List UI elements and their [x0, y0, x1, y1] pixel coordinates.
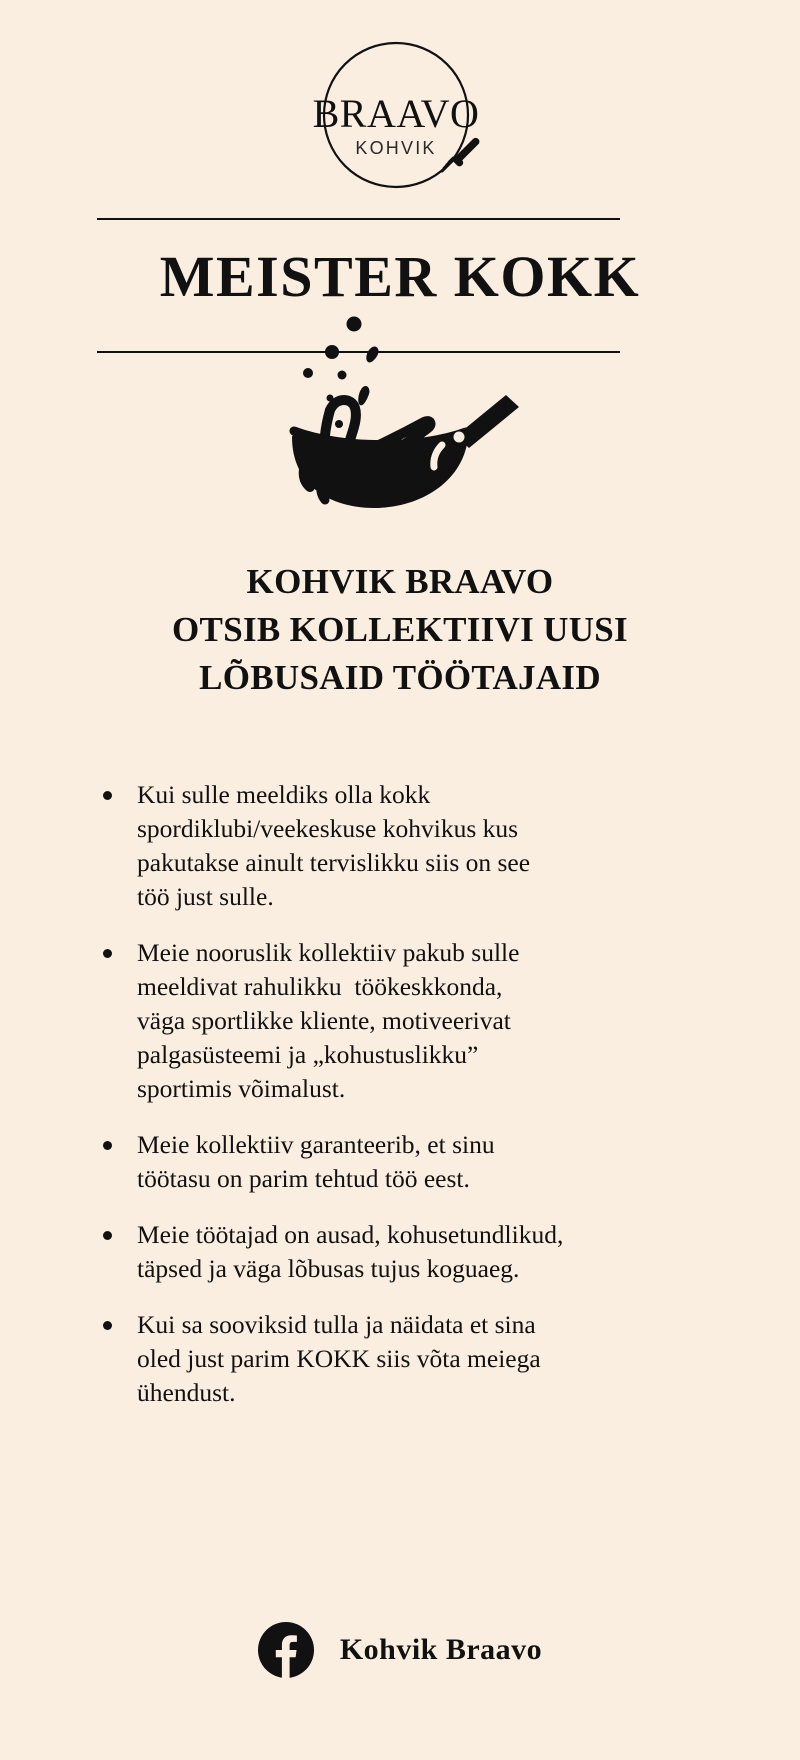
- list-item-text: [137, 1128, 655, 1196]
- list-item-line: spordiklubi/veekeskuse kohvikus kus: [137, 814, 519, 843]
- page-title: MEISTER KOKK: [159, 244, 641, 309]
- list-item-line: sportimis võimalust.: [137, 1074, 346, 1103]
- wok-illustration: [0, 312, 800, 512]
- bullet-dot-icon: [103, 791, 112, 800]
- list-item-line: palgasüsteemi ja „kohustuslikku”: [137, 1040, 479, 1069]
- bullet-dot-icon: [103, 1321, 112, 1330]
- list-item-line: Kui sulle meeldiks olla kokk: [137, 780, 431, 809]
- list-item: [95, 778, 655, 914]
- benefits-list: [95, 778, 655, 1410]
- braavo-circle-logo-icon: [310, 35, 490, 203]
- list-item-line: pakutakse ainult tervislikku siis on see: [137, 848, 531, 877]
- list-item: [95, 1128, 655, 1196]
- list-item-line: meeldivat rahulikku töökeskkonda,: [137, 972, 503, 1001]
- subheading: [40, 558, 760, 702]
- brand-logo: [0, 34, 800, 204]
- fork-icon: [442, 138, 480, 172]
- list-item-line: Meie töötajad on ausad, kohusetundlikud,: [137, 1220, 564, 1249]
- footer-social[interactable]: [0, 1622, 800, 1678]
- list-item-line: Kui sa sooviksid tulla ja näidata et sina: [137, 1310, 536, 1339]
- wok-pan-icon: [270, 312, 530, 512]
- bullet-dot-icon: [103, 949, 112, 958]
- list-item-line: ühendust.: [137, 1378, 236, 1407]
- bullet-dot-icon: [103, 1141, 112, 1150]
- footer-page-name[interactable]: Kohvik Braavo: [339, 1633, 543, 1666]
- list-item-line: Meie nooruslik kollektiiv pakub sulle: [137, 938, 520, 967]
- subheading-line-1: KOHVIK BRAAVO: [246, 562, 554, 601]
- list-item-line: töö just sulle.: [137, 882, 274, 911]
- list-item-text: [137, 1218, 655, 1286]
- list-item: [95, 1218, 655, 1286]
- list-item-line: töötasu on parim tehtud töö eest.: [137, 1164, 470, 1193]
- bullet-dot-icon: [103, 1231, 112, 1240]
- list-item: [95, 936, 655, 1106]
- list-item: [95, 1308, 655, 1410]
- list-item-line: Meie kollektiiv garanteerib, et sinu: [137, 1130, 495, 1159]
- logo-brand-text: BRAAVO: [312, 91, 480, 136]
- list-item-line: oled just parim KOKK siis võta meiega: [137, 1344, 541, 1373]
- logo-sub-text: KOHVIK: [355, 138, 437, 158]
- list-item-line: väga sportlikke kliente, motiveerivat: [137, 1006, 511, 1035]
- divider-top: [97, 218, 620, 220]
- list-item-text: [137, 778, 655, 914]
- list-item-line: täpsed ja väga lõbusas tujus koguaeg.: [137, 1254, 520, 1283]
- facebook-icon[interactable]: [258, 1622, 314, 1678]
- subheading-line-3: LÕBUSAID TÖÖTAJAID: [199, 658, 601, 697]
- list-item-text: [137, 1308, 655, 1410]
- list-item-text: [137, 936, 655, 1106]
- subheading-line-2: OTSIB KOLLEKTIIVI UUSI: [172, 610, 628, 649]
